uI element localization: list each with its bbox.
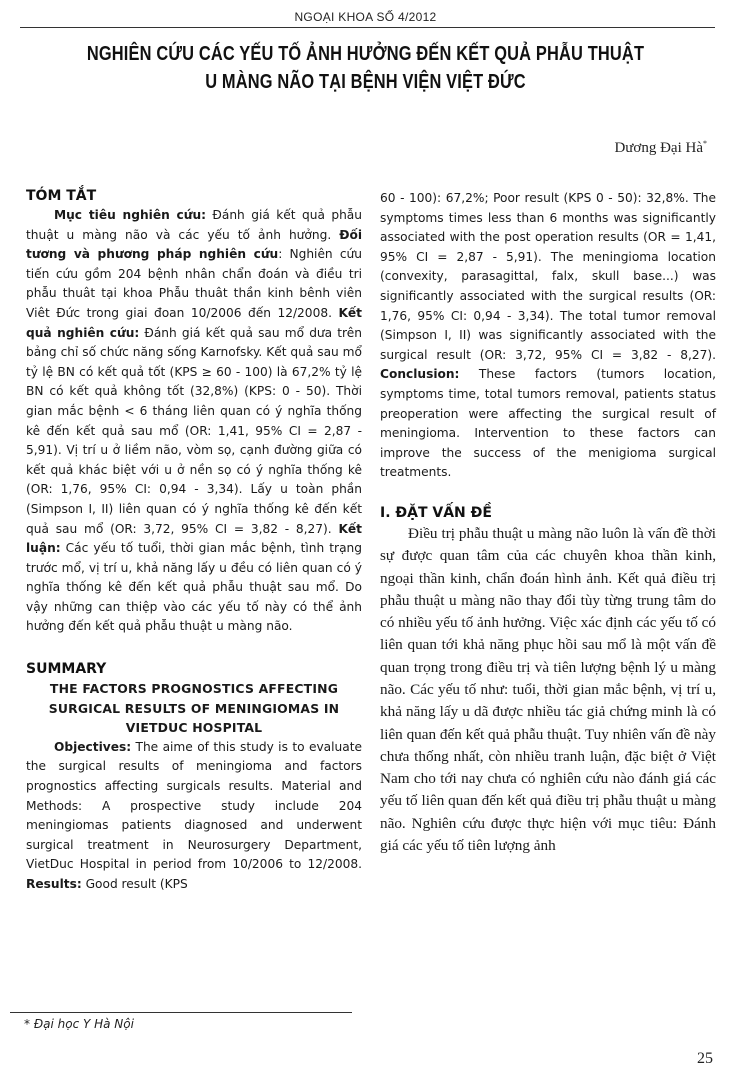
results-label-en: Results: — [26, 877, 82, 891]
results-text-en-start: Good result (KPS — [81, 877, 188, 891]
results-label: Kết quả nghiên cứu: — [26, 305, 362, 340]
abstract-en-body-part-2 — [380, 189, 716, 483]
abstract-en-body-part-1 — [26, 738, 362, 895]
results-text: Đánh giá kết quả sau mổ dưa trên bảng chỉ số chức năng sống Karnofsky. Kết quả sau mổ tỷ lệ BN có kết quả tốt (KPS ≥ 60 - 100) là 67,2% tỷ lệ BN có kết quả không tốt (32,8%) (KPS: 0 - 50). Thời gian mắc bệnh < 6 tháng liên quan có ý nghĩa thống kê đến kết quả sau mổ (OR: 1,41, 95% CI = 2,87 - 5,91). Vị trí u ở liềm não, vòm sọ, cạnh đường giữa có kết quả khác biệt với u ở nền sọ có ý nghĩa thống kê (OR: 1,76, 95% CI: 0,94 - 3,34). Lấy u toàn phần (Simpson I, II) liên quan có ý nghĩa thống kê đến kết quả sau mổ (OR: 3,72, 95% CI = 3,82 - 8,27). — [26, 325, 362, 536]
author-name: Dương Đại Hà — [614, 140, 703, 156]
results-text-en: 60 - 100): 67,2%; Poor result (KPS 0 - 50): 32,8%. The symptoms times less than 6 months was significantly associated with the post operation results (OR = 1,41, 95% CI = 2,87 - 5,91). The meningioma location (convexity, parasagittal, falx, skull base...) was significantly associated with the surgical results (OR: 1,76, 95% CI: 0,94 - 3,34). The total tumor removal (Simpson I, II) was significantly associated with the surgical result (OR: 3,72, 95% CI = 3,82 - 8,27). — [380, 191, 716, 362]
conclusion-label: Kết luận: — [26, 521, 362, 556]
left-column — [26, 186, 362, 895]
article-title-line-1: NGHIÊN CỨU CÁC YẾU TỐ ẢNH HƯỞNG ĐẾN KẾT QUẢ PHẪU THUẬT — [86, 43, 645, 65]
objectives-text-en: The aime of this study is to evaluate the surgical results of meningioma and factors prognostics affecting surgicals results. Material and Methods: A prospective study include 204 meningiomas patients diagnosed and underwent surgical treatment in Neurosurgery Department, VietDuc Hospital in period from 10/2006 to 12/2008. — [26, 739, 362, 872]
introduction-heading: I. ĐẶT VẤN ĐỀ — [380, 504, 492, 521]
introduction-text: Điều trị phẫu thuật u màng não luôn là vấn đề thời sự được quan tâm của các chuyên khoa thần kinh, ngoại thần kinh, chẩn đoán hình ảnh. Kết quả điều trị phẫu thuật u màng não thay đổi tùy từng trung tâm do có nhiều yếu tố ảnh hưởng. Việc xác định các yếu tố có liên quan tới khả năng phục hồi sau mổ là một vấn đề quan trọng trong điều trị và tiên lượng bệnh lý u màng não. Các yếu tố như: tuổi, thời gian mắc bệnh, vị trí u, khả năng lấy u dã được nhiều tác giả chứng minh là có liên quan đến kết quả phẫu thuật. Tuy nhiên vấn đề này chưa thống nhất, còn nhiều tranh luận, đặc biệt ở Việt Nam cho tới nay chưa có nghiên cứu nào đánh giá các yếu tố liên quan đến kết quả điều trị phẫu thuật u màng não. Nghiên cứu được thực hiện với mục tiêu: Đánh giá các yếu tố tiên lượng ảnh — [380, 524, 717, 855]
author-affiliation-mark: * — [703, 139, 707, 148]
footnote: * Đại học Y Hà Nội — [24, 1017, 134, 1031]
journal-header: NGOẠI KHOA SỐ 4/2012 — [294, 10, 437, 24]
page-number: 25 — [697, 1050, 713, 1067]
header-rule — [20, 27, 715, 28]
abstract-vi-heading: TÓM TẮT — [26, 188, 97, 204]
abstract-en-heading: SUMMARY — [26, 661, 107, 678]
article-title — [66, 40, 665, 96]
objectives-label-en: Objectives: — [54, 739, 132, 754]
conclusion-text-en: These factors (tumors location, symptoms time, total tumors removal, patients status preoperation were affecting the surgical result of meningioma. Intervention to these factors can improve the success of the menigioma surgical treatments. — [380, 367, 716, 480]
right-column — [380, 189, 716, 857]
objective-text: Đánh giá kết quả phẫu thuật u màng não và các yếu tố ảnh hưởng. — [26, 208, 362, 242]
conclusion-label-en: Conclusion: — [380, 367, 460, 382]
objective-label: Mục tiêu nghiên cứu: — [54, 208, 206, 222]
methods-label: Đối tương và phương pháp nghiên cứu — [26, 227, 362, 262]
article-title-line-2: U MÀNG NÃO TẠI BỆNH VIỆN VIỆT ĐỨC — [205, 71, 526, 93]
methods-text: : Nghiên cứu tiến cứu gồm 204 bệnh nhân chẩn đoán và điều tri phẫu thuât tại khoa Phẫu thuât thần kinh bênh viên Viêt Đức trong giai đoan 10/2006 đến 12/2008. — [26, 247, 362, 320]
conclusion-text: Các yếu tố tuổi, thời gian mắc bệnh, tình trạng trước mổ, vị trí u, khả năng lấy u đều có liên quan có ý nghĩa thống kê đến kết quả phẫu thuật sau mổ. Do vậy những can thiệp vào các yếu tố này có thể ảnh hưởng đến kết quả phẫu thuật u màng não. — [26, 541, 362, 634]
author — [614, 139, 707, 157]
footnote-rule — [10, 1012, 352, 1013]
abstract-en-title: THE FACTORS PROGNOSTICS AFFECTING SURGICAL RESULTS OF MENINGIOMAS IN VIETDUC HOSPITAL — [48, 681, 340, 736]
abstract-vi-body — [26, 206, 362, 637]
